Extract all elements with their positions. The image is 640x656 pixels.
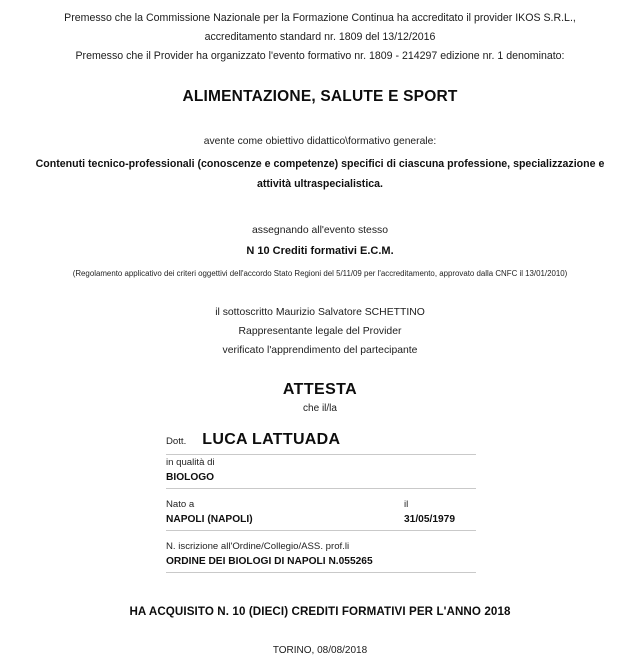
registration-label: N. iscrizione all'Ordine/Collegio/ASS. prof.li [166, 541, 350, 552]
registration-value: ORDINE DEI BIOLOGI DI NAPOLI N.055265 [166, 556, 373, 567]
credits-block [0, 222, 640, 281]
field-row-name [166, 431, 476, 455]
place-and-date: TORINO, 08/08/2018 [272, 645, 368, 656]
objective-intro: avente come obiettivo didattico\formativo generale: [203, 136, 437, 147]
credits-amount: N 10 Crediti formativi E.C.M. [246, 245, 394, 257]
field-spacer-2 [166, 531, 476, 539]
field-spacer [166, 489, 476, 497]
participant-name: LUCA LATTUADA [202, 431, 341, 448]
participant-role-value: BIOLOGO [166, 472, 215, 483]
participant-role-label: in qualità di [166, 457, 215, 468]
signatory-role-line: Rappresentante legale del Provider [238, 326, 402, 337]
attests-heading: ATTESTA [282, 381, 358, 398]
event-title: ALIMENTAZIONE, SALUTE E SPORT [182, 88, 458, 105]
signatory-verification-line: verificato l'apprendimento del partecipante [222, 345, 418, 356]
attests-subtitle: che il/la [303, 403, 337, 414]
field-row-role [166, 455, 476, 489]
objective-block [0, 133, 640, 194]
attests-block [0, 379, 640, 417]
credits-acquired-statement: HA ACQUISITO N. 10 (DIECI) CREDITI FORMATIVI PER L'ANNO 2018 [129, 605, 511, 618]
birthdate-value: 31/05/1979 [404, 514, 455, 525]
preamble-line-2: accreditamento standard nr. 1809 del 13/12/2016 [204, 31, 436, 43]
participant-fields [166, 431, 476, 573]
signatory-name-line: il sottoscritto Maurizio Salvatore SCHETTINO [215, 307, 425, 318]
participant-name-row [166, 431, 476, 452]
birthdate-column [404, 497, 476, 528]
birthdate-label: il [404, 499, 409, 510]
participant-salutation: Dott. [166, 436, 187, 447]
field-row-birth [166, 497, 476, 531]
signatory-block [0, 303, 640, 360]
field-row-registration [166, 539, 476, 573]
preamble-block [0, 0, 640, 66]
birthplace-column [166, 497, 404, 528]
birthplace-value: NAPOLI (NAPOLI) [166, 514, 253, 525]
birthplace-label: Nato a [166, 499, 195, 510]
credits-assigning-text: assegnando all'evento stesso [251, 225, 388, 236]
credits-regulation-note: (Regolamento applicativo dei criteri oggettivi dell'accordo Stato Regioni del 5/11/09 per l'accreditamento, approvato dalla CNFC il 13/01/2010) [72, 269, 568, 278]
preamble-line-3: Premesso che il Provider ha organizzato l'evento formativo nr. 1809 - 214297 edizione nr. 1 denominato: [75, 50, 565, 62]
preamble-line-1: Premesso che la Commissione Nazionale per la Formazione Continua ha accreditato il provider IKOS S.R.L., [64, 12, 576, 24]
objective-body: Contenuti tecnico-professionali (conoscenze e competenze) specifici di ciascuna professione, specializzazione e attività ultraspecialistica. [35, 158, 605, 190]
